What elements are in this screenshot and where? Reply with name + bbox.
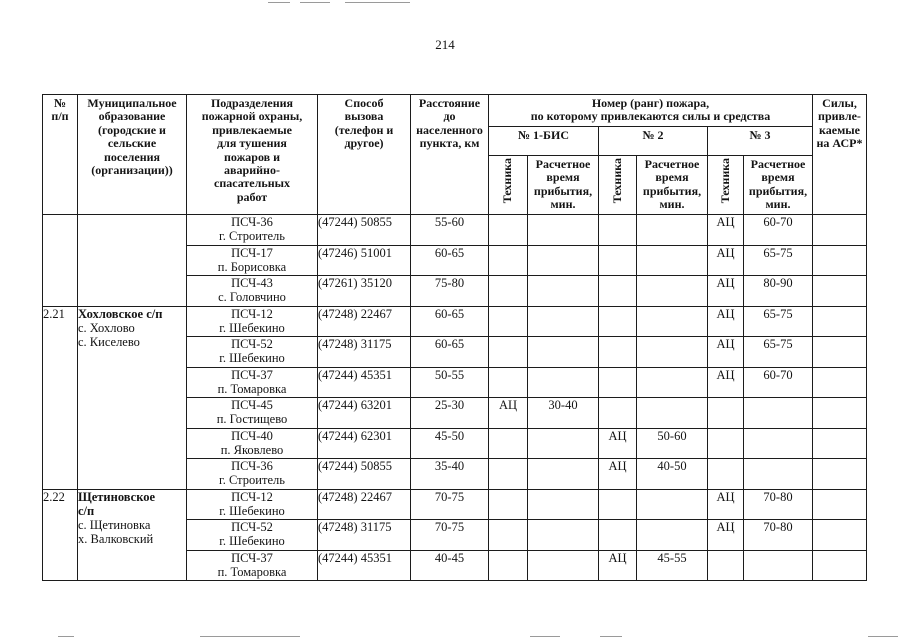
header-rank-2: № 2 [599, 127, 708, 156]
scan-mark [345, 2, 410, 3]
fire-unit-location: с. Головчино [218, 290, 286, 304]
rank3-equipment-cell: АЦ [708, 367, 744, 398]
rank2-equipment-cell [599, 276, 637, 307]
header-equipment-label: Техника [717, 158, 732, 204]
rank3-time-cell: 60-70 [744, 367, 813, 398]
rank3-equipment-cell: АЦ [708, 520, 744, 551]
rank2-equipment-cell: АЦ [599, 428, 637, 459]
distance-cell: 35-40 [411, 459, 489, 490]
rank3-time-cell [744, 550, 813, 581]
group-municipality-name: Хохловское с/п [78, 306, 163, 321]
header-municipality: Муниципальное образование (городские и сельские поселения (организации)) [78, 95, 187, 215]
rank1-equipment-cell [489, 337, 528, 368]
header-asr-forces: Силы, привле- каемые на АСР* [813, 95, 867, 215]
rank1-time-cell [528, 306, 599, 337]
phone-cell: (47261) 35120 [318, 276, 411, 307]
group-num-cell [43, 215, 78, 307]
header-rank3-arrival-time: Расчетное время прибытия, мин. [744, 156, 813, 215]
distance-cell: 25-30 [411, 398, 489, 429]
header-num: № п/п [43, 95, 78, 215]
header-rank-3: № 3 [708, 127, 813, 156]
fire-unit-location: п. Томаровка [217, 564, 287, 579]
rank3-time-cell [744, 459, 813, 490]
rank1-equipment-cell [489, 276, 528, 307]
asr-forces-cell [813, 245, 867, 276]
scan-mark [600, 636, 622, 637]
rank1-time-cell [528, 215, 599, 246]
asr-forces-cell [813, 520, 867, 551]
rank1-equipment-cell [489, 245, 528, 276]
phone-cell: (47248) 31175 [318, 520, 411, 551]
rank2-equipment-cell: АЦ [599, 459, 637, 490]
rank1-time-cell [528, 245, 599, 276]
rank1-equipment-cell [489, 489, 528, 520]
group-settlements: с. Хохлово с. Киселево [78, 320, 140, 349]
scan-mark [300, 2, 330, 3]
rank2-equipment-cell [599, 398, 637, 429]
rank3-time-cell: 70-80 [744, 489, 813, 520]
header-rank-1bis: № 1-БИС [489, 127, 599, 156]
asr-forces-cell [813, 398, 867, 429]
fire-unit-name: ПСЧ-12 [231, 306, 273, 321]
rank3-equipment-cell: АЦ [708, 215, 744, 246]
asr-forces-cell [813, 306, 867, 337]
fire-unit-cell [187, 337, 318, 368]
fire-unit-name: ПСЧ-37 [231, 550, 273, 565]
header-call-method: Способ вызова (телефон и другое) [318, 95, 411, 215]
fire-unit-name: ПСЧ-36 [231, 459, 273, 473]
phone-cell: (47248) 31175 [318, 337, 411, 368]
fire-unit-location: г. Шебекино [219, 351, 285, 365]
fire-unit-cell [187, 550, 318, 581]
rank3-equipment-cell [708, 459, 744, 490]
rank1-equipment-cell [489, 215, 528, 246]
fire-unit-cell [187, 276, 318, 307]
asr-forces-cell [813, 428, 867, 459]
rank1-equipment-cell: АЦ [489, 398, 528, 429]
fire-unit-name: ПСЧ-12 [231, 489, 273, 504]
rank2-equipment-cell: АЦ [599, 550, 637, 581]
header-fire-units: Подразделения пожарной охраны, привлекаемые для тушения пожаров и аварийно- спасательных работ [187, 95, 318, 215]
fire-unit-cell [187, 520, 318, 551]
fire-unit-location: п. Томаровка [217, 381, 287, 396]
asr-forces-cell [813, 337, 867, 368]
phone-cell: (47244) 45351 [318, 550, 411, 581]
header-rank1-arrival-time: Расчетное время прибытия, мин. [528, 156, 599, 215]
rank1-time-cell: 30-40 [528, 398, 599, 429]
header-fire-rank: Номер (ранг) пожара, по которому привлекаются силы и средства [489, 95, 813, 127]
scan-mark [200, 636, 300, 637]
rank2-time-cell: 50-60 [637, 428, 708, 459]
fire-unit-location: г. Строитель [219, 473, 285, 487]
phone-cell: (47248) 22467 [318, 306, 411, 337]
fire-unit-location: г. Строитель [219, 229, 285, 243]
fire-unit-cell [187, 398, 318, 429]
distance-cell: 75-80 [411, 276, 489, 307]
rank3-time-cell: 65-75 [744, 306, 813, 337]
distance-cell: 60-65 [411, 245, 489, 276]
rank2-equipment-cell [599, 337, 637, 368]
rank1-time-cell [528, 428, 599, 459]
rank2-time-cell [637, 276, 708, 307]
header-rank3-equipment [708, 156, 744, 215]
rank3-equipment-cell [708, 550, 744, 581]
fire-unit-name: ПСЧ-43 [231, 276, 273, 290]
distance-cell: 55-60 [411, 215, 489, 246]
phone-cell: (47244) 63201 [318, 398, 411, 429]
fire-unit-location: п. Гостищево [216, 412, 288, 426]
phone-cell: (47244) 50855 [318, 459, 411, 490]
header-equipment-label: Техника [500, 158, 515, 204]
group-num-cell: 2.22 [43, 489, 78, 581]
group-municipality-name: Щетиновское с/п [78, 489, 156, 518]
phone-cell: (47244) 62301 [318, 428, 411, 459]
fire-unit-cell [187, 245, 318, 276]
fire-unit-name: ПСЧ-36 [231, 215, 273, 229]
scan-mark [868, 636, 898, 637]
group-settlements: с. Щетиновка х. Валковский [78, 517, 154, 546]
rank1-time-cell [528, 276, 599, 307]
table-row [43, 306, 867, 337]
fire-unit-location: г. Шебекино [219, 534, 285, 548]
rank3-equipment-cell: АЦ [708, 276, 744, 307]
fire-deployment-table [42, 94, 867, 581]
rank1-time-cell [528, 367, 599, 398]
rank2-time-cell [637, 245, 708, 276]
page-number: 214 [435, 37, 455, 52]
rank2-equipment-cell [599, 367, 637, 398]
fire-unit-name: ПСЧ-37 [231, 367, 273, 382]
fire-unit-location: г. Шебекино [219, 320, 285, 335]
fire-unit-location: г. Шебекино [219, 503, 285, 518]
rank2-time-cell: 45-55 [637, 550, 708, 581]
distance-cell: 45-50 [411, 428, 489, 459]
rank2-equipment-cell [599, 489, 637, 520]
scan-mark [268, 2, 290, 3]
group-municipality-cell [78, 489, 187, 581]
header-rank2-equipment [599, 156, 637, 215]
rank2-equipment-cell [599, 215, 637, 246]
rank1-time-cell [528, 550, 599, 581]
rank3-time-cell [744, 398, 813, 429]
rank1-time-cell [528, 459, 599, 490]
header-equipment-label: Техника [609, 158, 624, 204]
fire-unit-name: ПСЧ-17 [231, 245, 273, 260]
rank1-equipment-cell [489, 367, 528, 398]
phone-cell: (47244) 50855 [318, 215, 411, 246]
fire-unit-name: ПСЧ-52 [231, 337, 273, 351]
rank2-time-cell [637, 489, 708, 520]
fire-unit-cell [187, 306, 318, 337]
header-rank2-arrival-time: Расчетное время прибытия, мин. [637, 156, 708, 215]
rank1-time-cell [528, 337, 599, 368]
rank3-equipment-cell: АЦ [708, 489, 744, 520]
fire-unit-cell [187, 428, 318, 459]
rank3-time-cell: 65-75 [744, 245, 813, 276]
fire-unit-location: п. Борисовка [217, 259, 287, 274]
distance-cell: 60-65 [411, 337, 489, 368]
rank3-equipment-cell [708, 398, 744, 429]
rank3-time-cell: 60-70 [744, 215, 813, 246]
rank3-equipment-cell: АЦ [708, 337, 744, 368]
rank2-equipment-cell [599, 245, 637, 276]
asr-forces-cell [813, 367, 867, 398]
fire-unit-name: ПСЧ-45 [231, 398, 273, 412]
fire-unit-location: п. Яковлево [220, 442, 284, 457]
rank1-equipment-cell [489, 459, 528, 490]
rank1-time-cell [528, 489, 599, 520]
group-num-cell: 2.21 [43, 306, 78, 489]
rank2-time-cell [637, 306, 708, 337]
phone-cell: (47246) 51001 [318, 245, 411, 276]
rank2-time-cell [637, 337, 708, 368]
rank1-equipment-cell [489, 428, 528, 459]
rank1-equipment-cell [489, 550, 528, 581]
distance-cell: 60-65 [411, 306, 489, 337]
phone-cell: (47248) 22467 [318, 489, 411, 520]
fire-unit-cell [187, 367, 318, 398]
asr-forces-cell [813, 550, 867, 581]
fire-unit-cell [187, 215, 318, 246]
header-distance: Расстояние до населенного пункта, км [411, 95, 489, 215]
rank3-equipment-cell: АЦ [708, 245, 744, 276]
rank3-equipment-cell: АЦ [708, 306, 744, 337]
asr-forces-cell [813, 489, 867, 520]
table-row [43, 489, 867, 520]
rank2-time-cell [637, 520, 708, 551]
rank3-time-cell [744, 428, 813, 459]
fire-unit-cell [187, 489, 318, 520]
rank2-time-cell [637, 367, 708, 398]
fire-unit-cell [187, 459, 318, 490]
rank3-time-cell: 70-80 [744, 520, 813, 551]
distance-cell: 70-75 [411, 489, 489, 520]
asr-forces-cell [813, 215, 867, 246]
phone-cell: (47244) 45351 [318, 367, 411, 398]
rank2-equipment-cell [599, 520, 637, 551]
asr-forces-cell [813, 276, 867, 307]
group-municipality-cell [78, 306, 187, 489]
asr-forces-cell [813, 459, 867, 490]
rank2-time-cell [637, 215, 708, 246]
scan-mark [530, 636, 560, 637]
fire-unit-name: ПСЧ-40 [231, 428, 273, 443]
rank3-equipment-cell [708, 428, 744, 459]
rank1-time-cell [528, 520, 599, 551]
rank1-equipment-cell [489, 520, 528, 551]
fire-unit-name: ПСЧ-52 [231, 520, 273, 534]
rank2-time-cell [637, 398, 708, 429]
rank1-equipment-cell [489, 306, 528, 337]
group-municipality-cell [78, 215, 187, 307]
rank3-time-cell: 80-90 [744, 276, 813, 307]
table-row [43, 215, 867, 246]
distance-cell: 40-45 [411, 550, 489, 581]
distance-cell: 70-75 [411, 520, 489, 551]
rank3-time-cell: 65-75 [744, 337, 813, 368]
rank2-equipment-cell [599, 306, 637, 337]
header-rank1-equipment [489, 156, 528, 215]
distance-cell: 50-55 [411, 367, 489, 398]
scan-mark [58, 636, 74, 637]
rank2-time-cell: 40-50 [637, 459, 708, 490]
